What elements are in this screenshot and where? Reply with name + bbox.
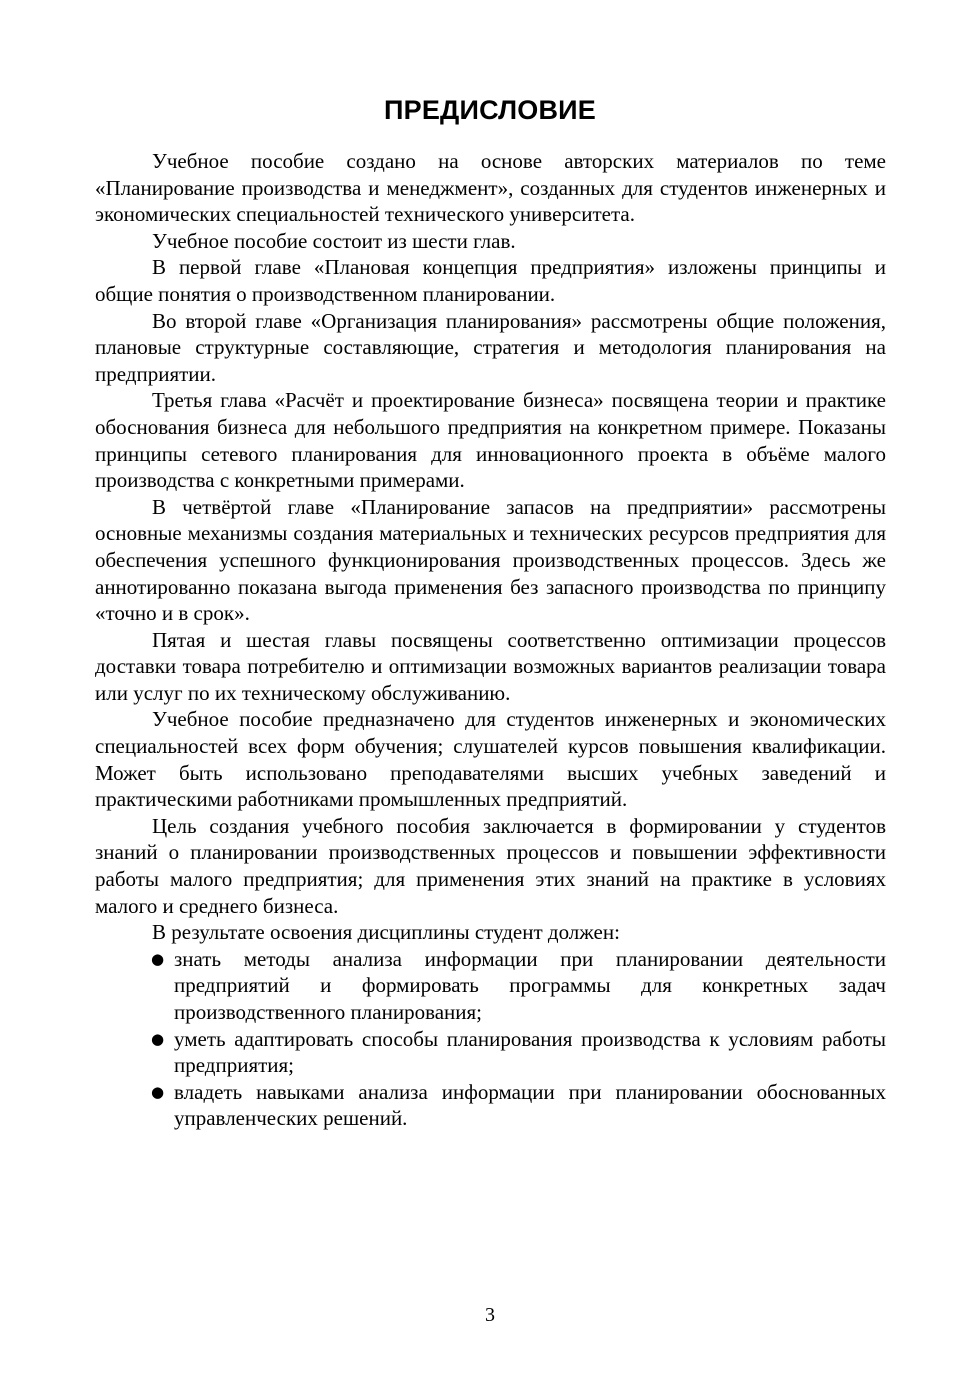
bullet-icon: ● (151, 1029, 165, 1048)
list-item-text: знать методы анализа информации при планировании деятельности предприятий и формировать программы для конкретных задач производственного планирования; (174, 946, 886, 1024)
paragraph: В четвёртой главе «Планирование запасов на предприятии» рассмотрены основные механизмы создания материальных и технических ресурсов предприятия для обеспечения успешного функционирования производственных процессов. Здесь же аннотированно показана выгода применения без запасного производства по принципу «точно и в срок». (95, 494, 886, 626)
bullet-icon: ● (151, 949, 165, 968)
paragraph: Во второй главе «Организация планирования» рассмотрены общие положения, плановые структурные составляющие, стратегия и методология планирования на предприятии. (95, 308, 886, 386)
list-item-text: владеть навыками анализа информации при планировании обоснованных управленческих решений. (174, 1079, 886, 1131)
page-number: 3 (485, 1304, 495, 1326)
list-item (151, 1026, 886, 1079)
list-item (151, 1079, 886, 1132)
paragraph: В первой главе «Плановая концепция предприятия» изложены принципы и общие понятия о производственном планировании. (95, 255, 886, 306)
paragraph: Учебное пособие предназначено для студентов инженерных и экономических специальностей всех форм обучения; слушателей курсов повышения квалификации. Может быть использовано преподавателями высших учебных заведений и практическими работниками промышленных предприятий. (95, 707, 886, 812)
paragraph: Учебное пособие состоит из шести глав. (152, 228, 516, 253)
requirements-list (95, 946, 886, 1132)
page-title: ПРЕДИСЛОВИЕ (384, 95, 596, 125)
document-body (95, 148, 886, 1132)
list-item (151, 946, 886, 1026)
list-item-text: уметь адаптировать способы планирования производства к условиям работы предприятия; (174, 1026, 886, 1078)
bullet-icon: ● (151, 1082, 165, 1101)
paragraph: В результате освоения дисциплины студент должен: (152, 920, 620, 945)
paragraph: Цель создания учебного пособия заключается в формировании у студентов знаний о планировании производственных процессов и повышении эффективности работы малого предприятия; для применения этих знаний на практике в условиях малого и среднего бизнеса. (95, 813, 886, 918)
paragraph: Учебное пособие создано на основе авторских материалов по теме «Планирование производства и менеджмент», созданных для студентов инженерных и экономических специальностей технического университета. (95, 149, 886, 227)
paragraph: Третья глава «Расчёт и проектирование бизнеса» посвящена теории и практике обоснования бизнеса для небольшого предприятия на конкретном примере. Показаны принципы сетевого планирования для инновационного проекта в объёме малого производства с конкретными примерами. (95, 388, 886, 493)
paragraph: Пятая и шестая главы посвящены соответственно оптимизации процессов доставки товара потребителю и оптимизации возможных вариантов реализации товара или услуг по их техническому обслуживанию. (95, 627, 886, 705)
